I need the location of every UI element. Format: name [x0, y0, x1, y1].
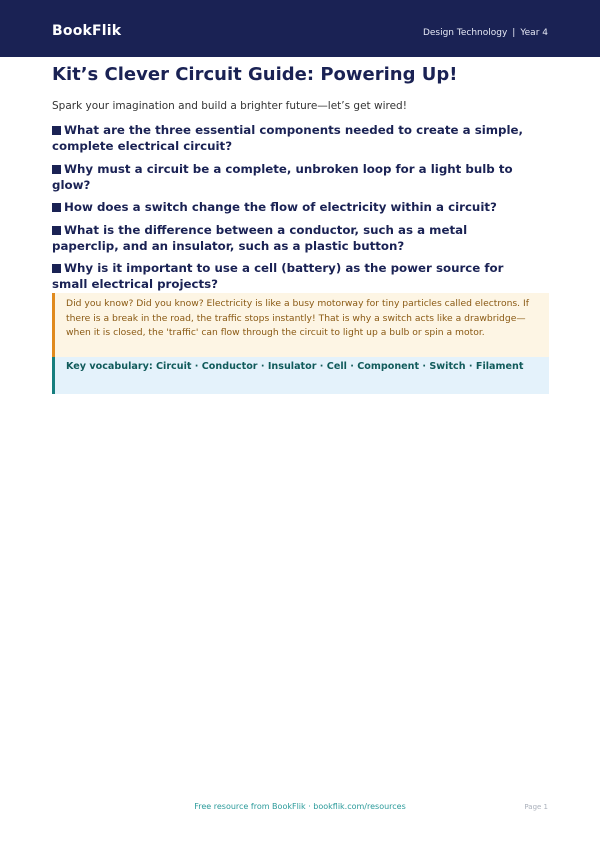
did-you-know-callout	[52, 293, 549, 357]
page-subtitle: Spark your imagination and build a brighter future—let’s get wired!	[52, 100, 407, 112]
square-bullet-icon	[52, 264, 61, 273]
subject-label: Design Technology	[422, 28, 508, 38]
page-header	[0, 0, 600, 57]
square-bullet-icon	[52, 126, 61, 135]
callout-text: Did you know? Did you know? Electricity is like a busy motorway for tiny particles called electrons. If there is a break in the road, the traffic stops instantly! That is why a switch acts like a drawbridge—when it is closed, the 'traffic' can flow through the circuit to light up a bulb or spin a motor.	[66, 298, 529, 338]
header-meta	[423, 28, 548, 38]
question-item	[52, 122, 532, 154]
question-item	[52, 260, 532, 292]
square-bullet-icon	[52, 165, 61, 174]
meta-separator: |	[512, 28, 516, 38]
question-text: How does a switch change the flow of electricity within a circuit?	[64, 200, 497, 214]
question-item	[52, 199, 532, 215]
question-item	[52, 161, 532, 193]
vocabulary-text: Key vocabulary: Circuit · Conductor · Insulator · Cell · Component · Switch · Filament	[66, 361, 524, 372]
square-bullet-icon	[52, 203, 61, 212]
question-list	[52, 122, 532, 299]
page-title: Kit’s Clever Circuit Guide: Powering Up!	[52, 64, 458, 85]
question-text: What is the difference between a conductor, such as a metal paperclip, and an insulator, such as a plastic button?	[52, 222, 468, 253]
question-text: Why must a circuit be a complete, unbroken loop for a light bulb to glow?	[52, 161, 513, 192]
square-bullet-icon	[52, 226, 61, 235]
year-label: Year 4	[520, 28, 548, 38]
footer-resource-link[interactable]: Free resource from BookFlik · bookflik.com/resources	[194, 802, 406, 811]
question-text: Why is it important to use a cell (battery) as the power source for small electrical projects?	[52, 261, 504, 291]
page-number: Page 1	[524, 803, 548, 811]
brand-logo[interactable]: BookFlik	[52, 23, 122, 39]
question-text: What are the three essential components needed to create a simple, complete electrical circuit?	[52, 123, 524, 153]
key-vocabulary-box	[52, 357, 549, 394]
question-item	[52, 222, 532, 254]
